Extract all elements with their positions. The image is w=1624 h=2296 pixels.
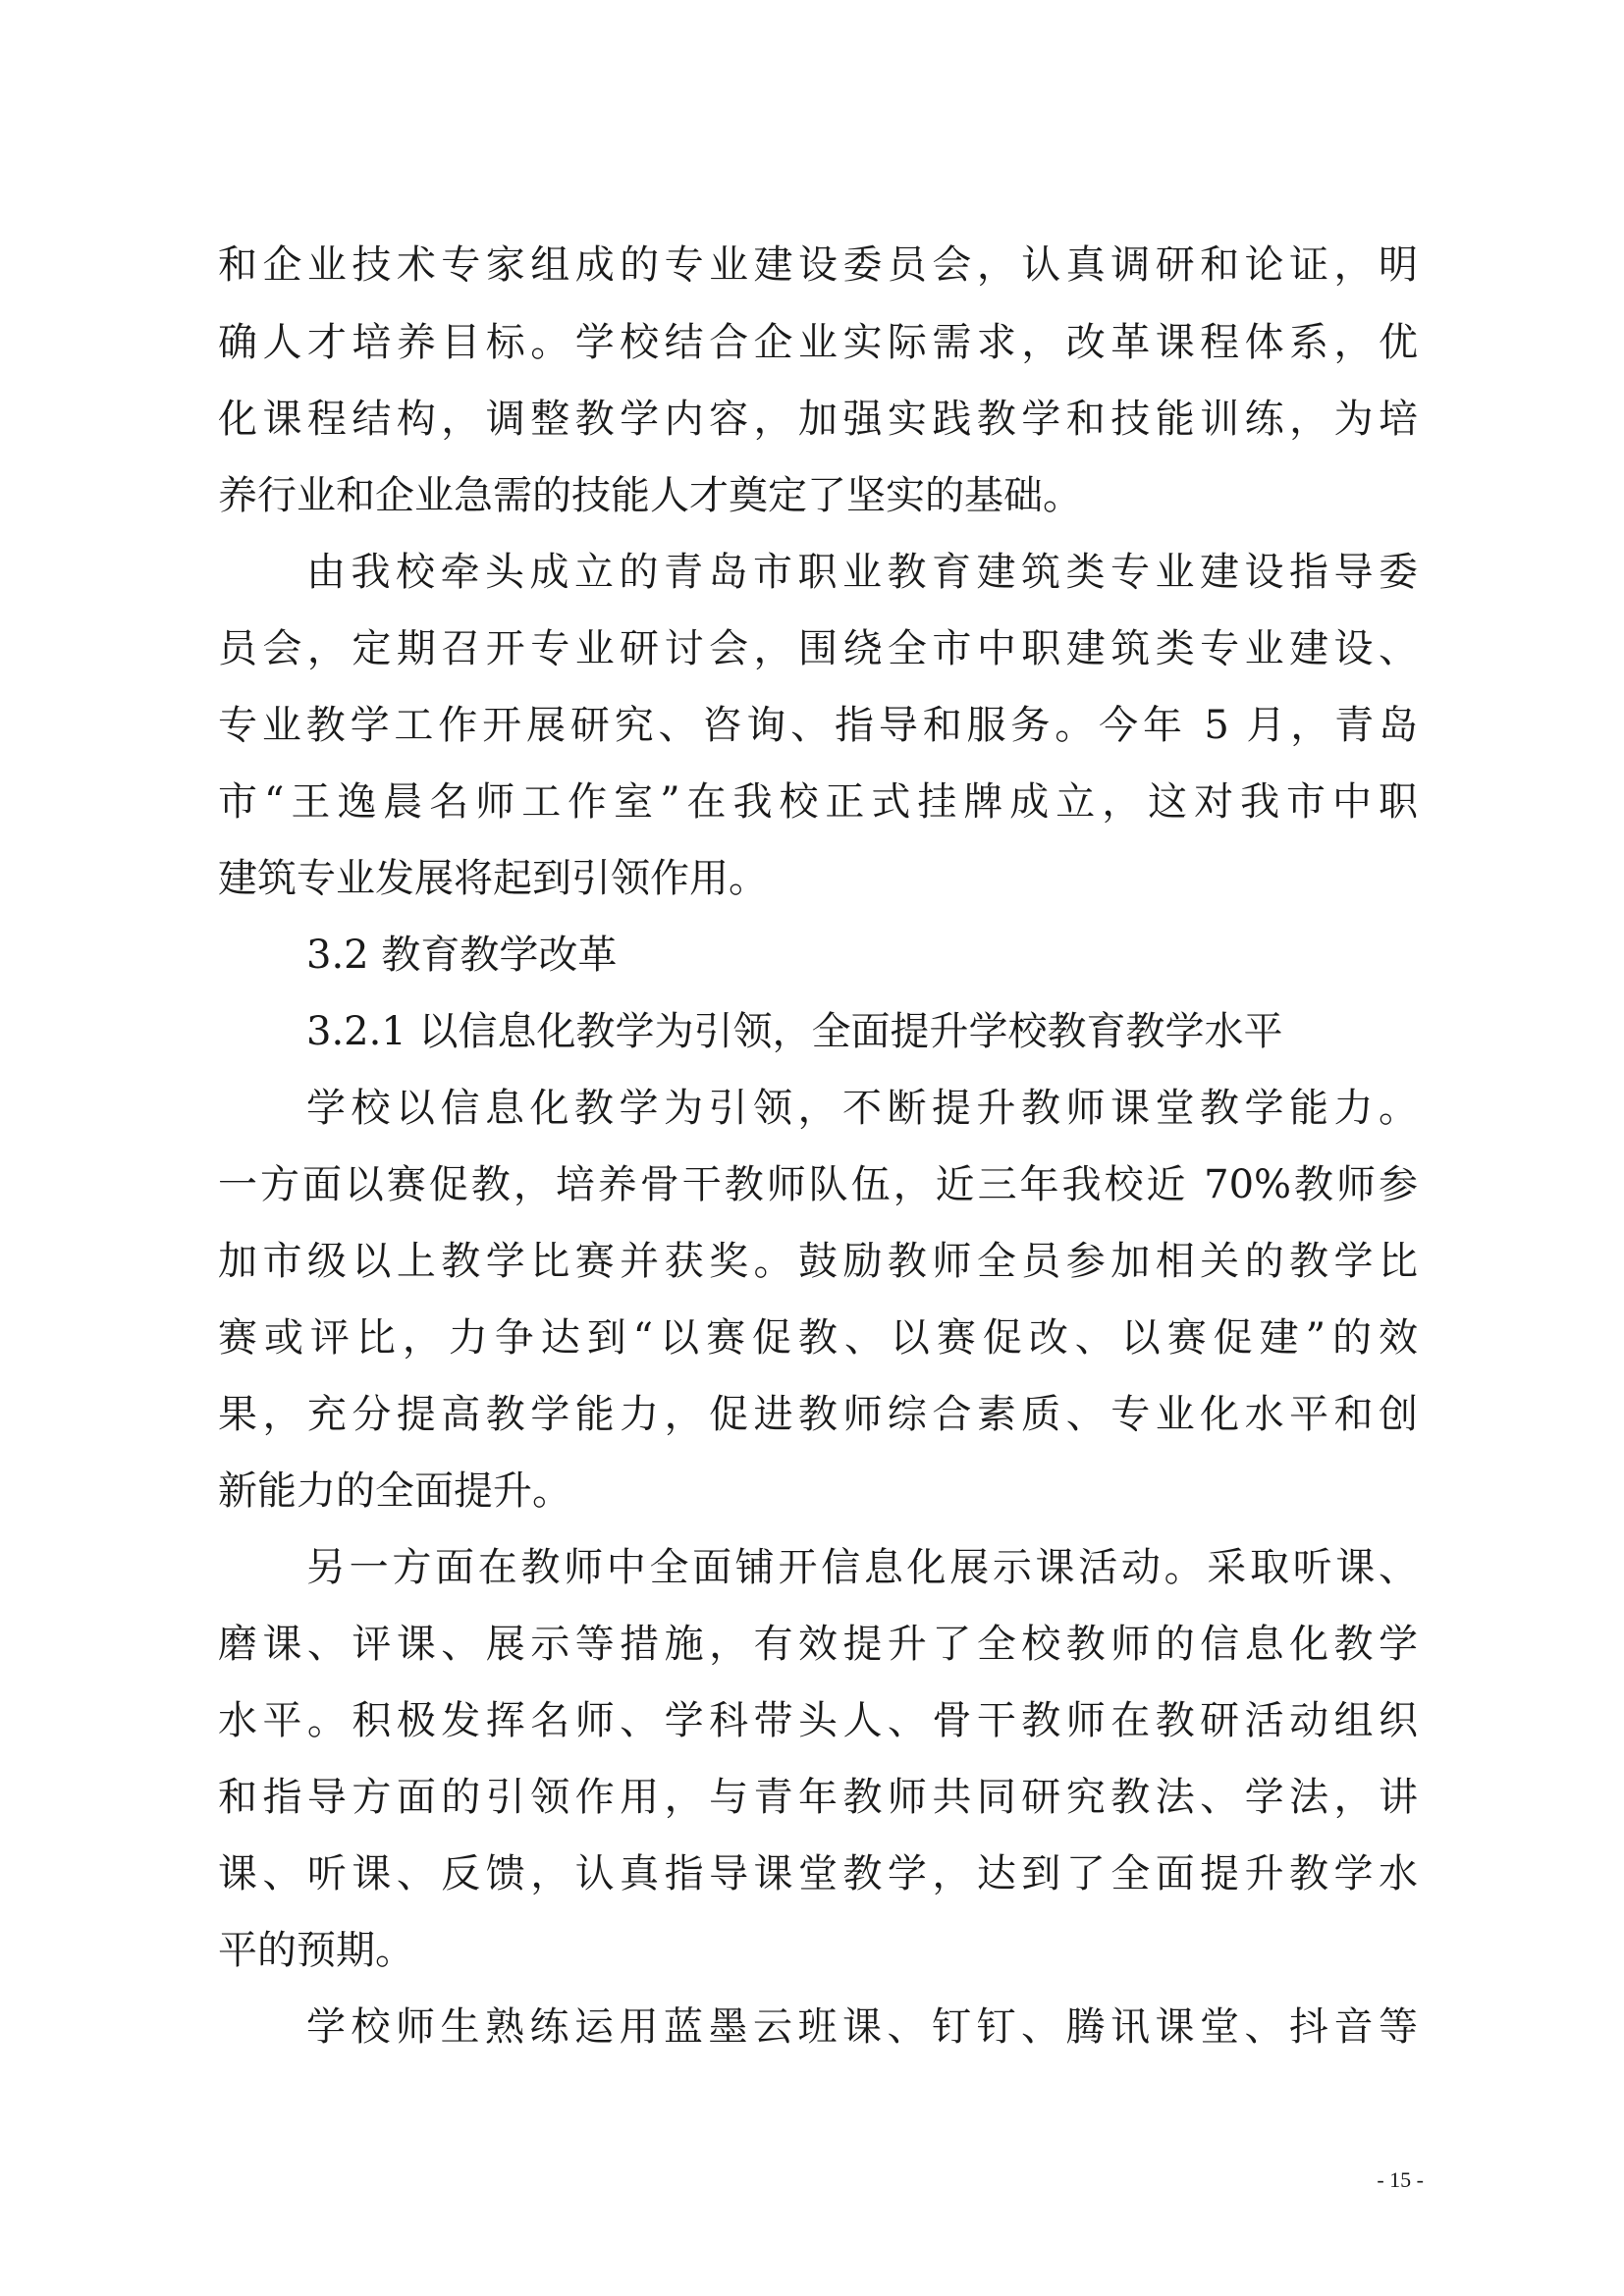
- text-line: 加市级以上教学比赛并获奖。鼓励教师全员参加相关的教学比: [218, 1239, 1418, 1284]
- text-line: 平的预期。: [218, 1928, 414, 1973]
- text-line: 和指导方面的引领作用，与青年教师共同研究教法、学法，讲: [218, 1775, 1418, 1820]
- text-line: 养行业和企业急需的技能人才奠定了坚实的基础。: [218, 473, 1082, 518]
- text-line: 学校师生熟练运用蓝墨云班课、钉钉、腾讯课堂、抖音等: [306, 2004, 1418, 2050]
- text-line: 由我校牵头成立的青岛市职业教育建筑类专业建设指导委: [306, 550, 1418, 595]
- page-number: - 15 -: [1377, 2167, 1424, 2192]
- text-line: 新能力的全面提升。: [218, 1468, 571, 1514]
- text-line: 学校以信息化教学为引领，不断提升教师课堂教学能力。: [306, 1086, 1418, 1131]
- text-line: 员会，定期召开专业研讨会，围绕全市中职建筑类专业建设、: [218, 626, 1418, 671]
- subsection-heading: 3.2.1 以信息化教学为引领，全面提升学校教育教学水平: [306, 1009, 1283, 1054]
- text-line: 市“王逸晨名师工作室”在我校正式挂牌成立，这对我市中职: [218, 779, 1418, 825]
- text-line: 赛或评比，力争达到“以赛促教、以赛促改、以赛促建”的效: [218, 1315, 1418, 1361]
- text-line: 磨课、评课、展示等措施，有效提升了全校教师的信息化教学: [218, 1622, 1418, 1667]
- text-line: 建筑专业发展将起到引领作用。: [218, 856, 768, 901]
- text-line: 另一方面在教师中全面铺开信息化展示课活动。采取听课、: [306, 1545, 1418, 1590]
- text-line: 水平。积极发挥名师、学科带头人、骨干教师在教研活动组织: [218, 1698, 1418, 1743]
- text-line: 课、听课、反馈，认真指导课堂教学，达到了全面提升教学水: [218, 1851, 1418, 1896]
- text-line: 确人才培养目标。学校结合企业实际需求，改革课程体系，优: [218, 320, 1418, 365]
- text-line: 化课程结构，调整教学内容，加强实践教学和技能训练，为培: [218, 397, 1418, 442]
- section-heading: 3.2 教育教学改革: [306, 933, 618, 978]
- text-line: 果，充分提高教学能力，促进教师综合素质、专业化水平和创: [218, 1392, 1418, 1437]
- text-line: 一方面以赛促教，培养骨干教师队伍，近三年我校近 70%教师参: [218, 1162, 1418, 1207]
- text-line: 专业教学工作开展研究、咨询、指导和服务。今年 5 月，青岛: [218, 703, 1418, 748]
- text-line: 和企业技术专家组成的专业建设委员会，认真调研和论证，明: [218, 242, 1418, 288]
